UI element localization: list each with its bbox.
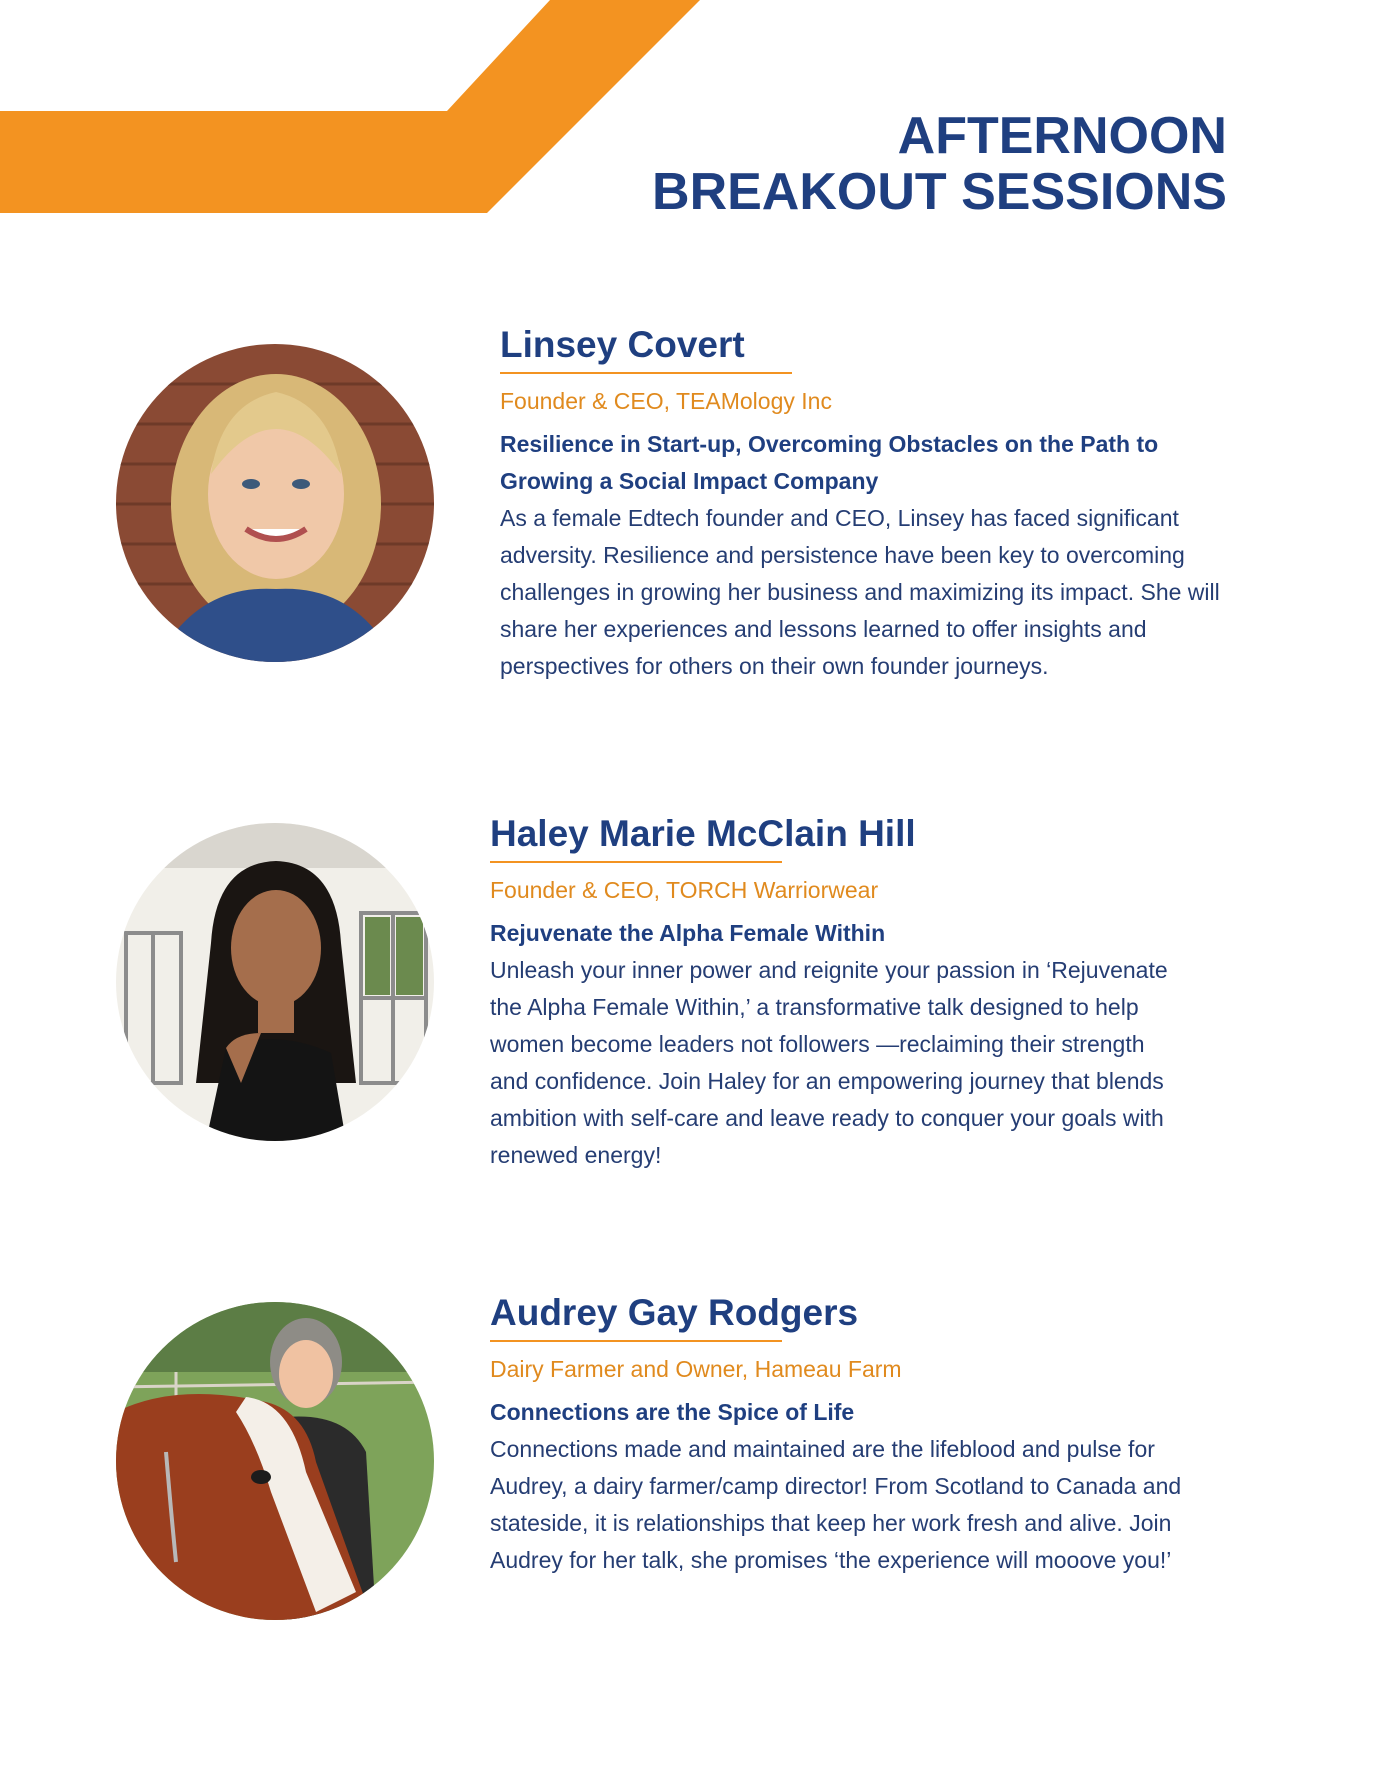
speaker-name: Haley Marie McClain Hill — [490, 813, 916, 854]
page-title-line1: AFTERNOON — [897, 107, 1227, 165]
speaker-info — [500, 322, 1220, 685]
name-underline — [490, 1340, 782, 1342]
speaker-photo-image — [116, 1302, 434, 1620]
page-title-line2: BREAKOUT SESSIONS — [652, 163, 1227, 221]
speaker-name: Audrey Gay Rodgers — [490, 1292, 859, 1333]
session-description: As a female Edtech founder and CEO, Linsey has faced significant adversity. Resilience and persistence have been key to overcoming challenges in growing her business and maximizing its impact. She will share her experiences and lessons learned to offer insights and perspectives for others on their own founder journeys. — [500, 505, 1220, 679]
name-underline — [490, 861, 782, 863]
speaker-photo — [116, 344, 434, 662]
session-title: Resilience in Start-up, Overcoming Obstacles on the Path to Growing a Social Impact Company — [500, 431, 1159, 494]
session-title: Connections are the Spice of Life — [490, 1399, 855, 1425]
session-description: Unleash your inner power and reignite your passion in ‘Rejuvenate the Alpha Female Within,’ a transformative talk designed to help women become leaders not followers —reclaiming their strength and confidence. Join Haley for an empowering journey that blends ambition with self-care and leave ready to conquer your goals with renewed energy! — [490, 957, 1168, 1168]
speaker-role: Founder & CEO, TORCH Warriorwear — [490, 877, 879, 903]
speaker-photo — [116, 1302, 434, 1620]
speaker-photo-image — [116, 823, 434, 1141]
speaker-name: Linsey Covert — [500, 324, 745, 365]
speaker-info — [490, 811, 1190, 1174]
session-title: Rejuvenate the Alpha Female Within — [490, 920, 886, 946]
speaker-photo — [116, 823, 434, 1141]
session-description: Connections made and maintained are the lifeblood and pulse for Audrey, a dairy farmer/camp director! From Scotland to Canada and stateside, it is relationships that keep her work fresh and alive. Join Audrey for her talk, she promises ‘the experience will mooove you!’ — [490, 1436, 1182, 1573]
speaker-photo-image — [116, 344, 434, 662]
name-underline — [500, 372, 792, 374]
page-title — [527, 108, 1227, 220]
speaker-role: Founder & CEO, TEAMology Inc — [500, 388, 832, 414]
speaker-info — [490, 1290, 1230, 1579]
speaker-role: Dairy Farmer and Owner, Hameau Farm — [490, 1356, 902, 1382]
